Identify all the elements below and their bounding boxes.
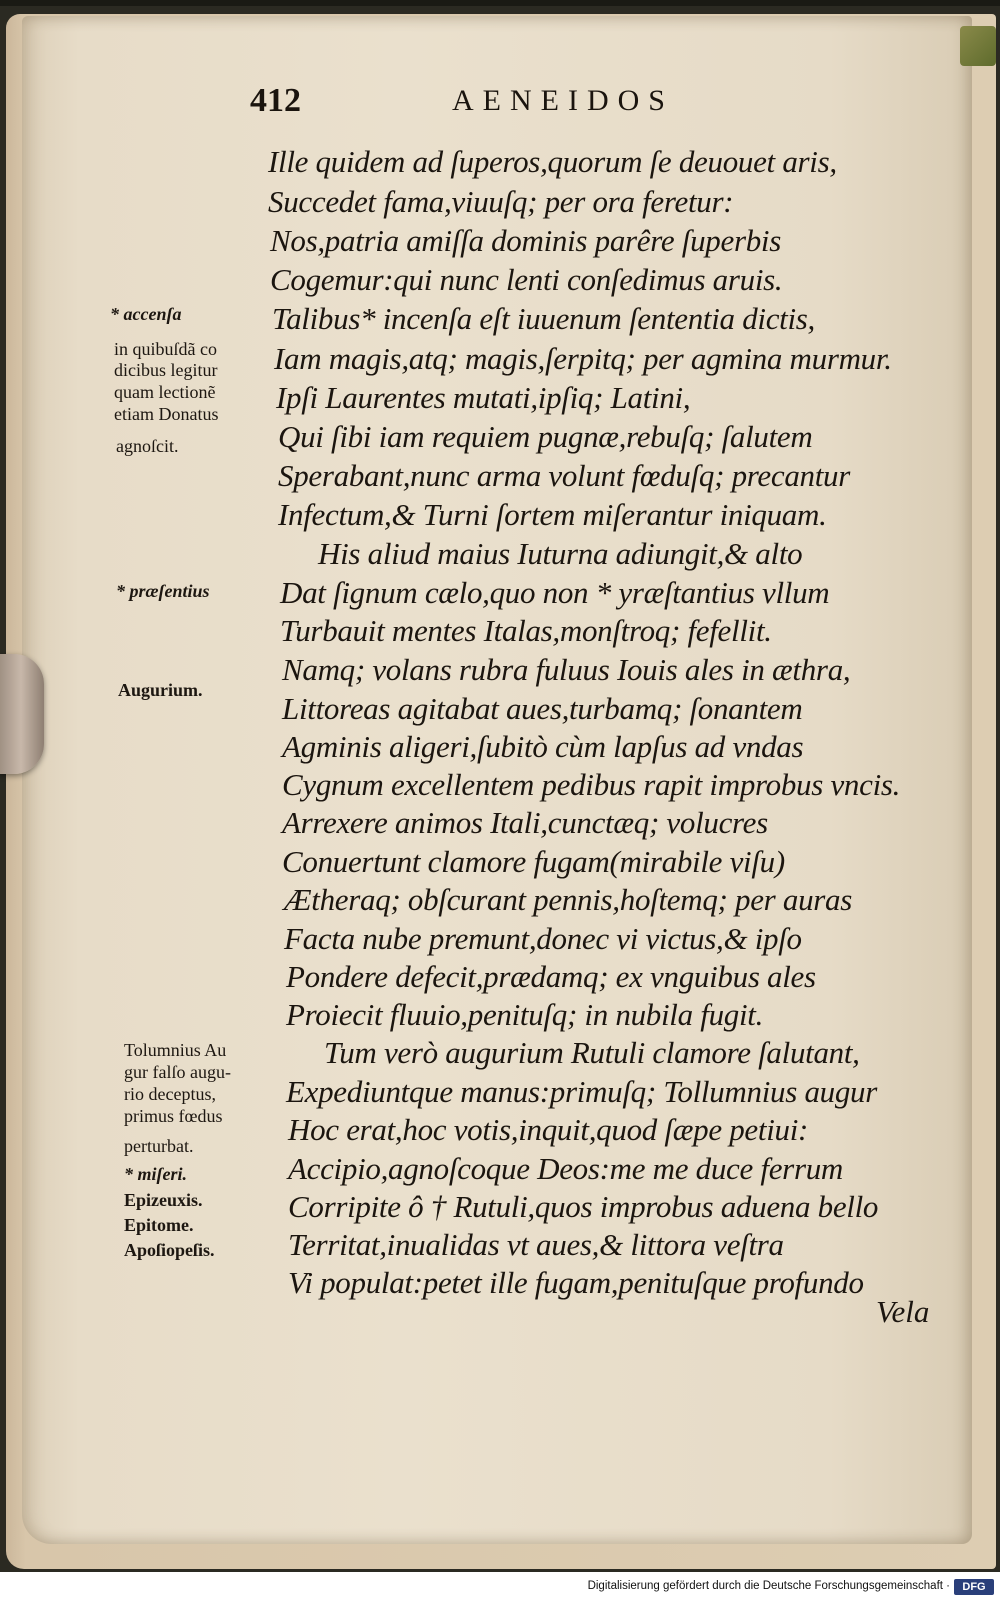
verse-line: Succedet fama,viuuſq; per ora feretur: xyxy=(268,184,734,219)
verse-line: Ille quidem ad ſuperos,quorum ſe deuouet aris, xyxy=(268,144,837,179)
verse-line: Cygnum excellentem pedibus rapit improbus vncis. xyxy=(282,767,901,802)
marginal-note-line: Epizeuxis. xyxy=(124,1190,203,1210)
marginal-note-line: gur falſo augu- xyxy=(124,1062,231,1082)
digitization-footer xyxy=(0,1572,1000,1604)
verse-line: Pondere defecit,prædamq; ex vnguibus ales xyxy=(286,959,816,994)
verse-line: Proiecit fluuio,penituſq; in nubila fugit. xyxy=(286,997,764,1032)
verse-line: Littoreas agitabat aues,turbamq; ſonantem xyxy=(282,691,803,726)
marginal-note-line: agnoſcit. xyxy=(116,436,179,456)
marginal-note-line: Apoſiopeſis. xyxy=(124,1240,215,1260)
verse-line: Arrexere animos Itali,cunctæq; volucres xyxy=(282,805,768,840)
verse-line: Ætheraq; obſcurant pennis,hoſtemq; per auras xyxy=(284,882,853,917)
marginal-note-line: rio deceptus, xyxy=(124,1084,216,1104)
verse-line: Nos,patria amiſſa dominis parêre ſuperbis xyxy=(270,223,781,258)
funding-credit: Digitalisierung gefördert durch die Deutsche Forschungsgemeinschaft · xyxy=(587,1580,950,1592)
verse-line: Territat,inualidas vt aues,& littora veſtra xyxy=(288,1227,784,1262)
verse-line: Accipio,agnoſcoque Deos:me me duce ferrum xyxy=(288,1151,843,1186)
verse-line: Cogemur:qui nunc lenti conſedimus aruis. xyxy=(270,262,783,297)
verse-line: Iam magis,atq; magis,ſerpitq; per agmina murmur. xyxy=(274,341,892,376)
marginal-note-line: primus fœdus xyxy=(124,1106,223,1126)
verse-line: Dat ſignum cælo,quo non * yræſtantius vllum xyxy=(280,575,830,610)
verse-line: Agminis aligeri,ſubitò cùm lapſus ad vndas xyxy=(282,729,804,764)
marginal-note-line: Tolumnius Au xyxy=(124,1040,227,1060)
verse-line: Namq; volans rubra fuluus Iouis ales in æthra, xyxy=(282,652,851,687)
marginal-note-line: quam lectionẽ xyxy=(114,382,216,402)
verse-line: Hoc erat,hoc votis,inquit,quod ſæpe petiui: xyxy=(288,1112,809,1147)
verse-line: Tum verò augurium Rutuli clamore ſalutant, xyxy=(324,1035,860,1070)
marginal-note: * accenſa xyxy=(110,304,182,324)
verse-line: Conuertunt clamore fugam(mirabile viſu) xyxy=(282,844,785,879)
catchword: Vela xyxy=(876,1294,930,1329)
verse-line: Facta nube premunt,donec vi victus,& ipſo xyxy=(284,921,802,956)
marginal-note-line: etiam Donatus xyxy=(114,404,219,424)
verse-line: His aliud maius Iuturna adiungit,& alto xyxy=(318,536,803,571)
page-number: 412 xyxy=(250,82,301,119)
marginal-note-line: * miſeri. xyxy=(124,1164,187,1184)
verse-line: Infectum,& Turni ſortem miſerantur iniquam. xyxy=(278,497,827,532)
verse-line: Turbauit mentes Italas,monſtroq; fefellit. xyxy=(280,613,772,648)
marginal-note: * præſentius xyxy=(116,581,210,601)
marginal-note-line: in quibuſdã co xyxy=(114,339,217,359)
verse-line: Qui ſibi iam requiem pugnæ,rebuſq; ſalutem xyxy=(278,419,813,454)
marginal-note: Augurium. xyxy=(118,680,203,700)
dfg-logo: DFG xyxy=(954,1579,994,1595)
verse-line: Ipſi Laurentes mutati,ipſiq; Latini, xyxy=(276,380,691,415)
running-title: AENEIDOS xyxy=(452,84,674,117)
verse-line: Expediuntque manus:primuſq; Tollumnius augur xyxy=(286,1074,878,1109)
marginal-note-line: Epitome. xyxy=(124,1215,194,1235)
verse-line: Sperabant,nunc arma volunt fœduſq; precantur xyxy=(278,458,851,493)
marginal-note-line: dicibus legitur xyxy=(114,360,218,380)
verse-line: Talibus* incenſa eſt iuuenum ſententia dictis, xyxy=(272,301,816,336)
marginal-note-line: perturbat. xyxy=(124,1136,194,1156)
verse-line: Vi populat:petet ille fugam,penituſque profundo xyxy=(288,1265,864,1300)
verse-line: Corripite ô † Rutuli,quos improbus aduena bello xyxy=(288,1189,879,1224)
